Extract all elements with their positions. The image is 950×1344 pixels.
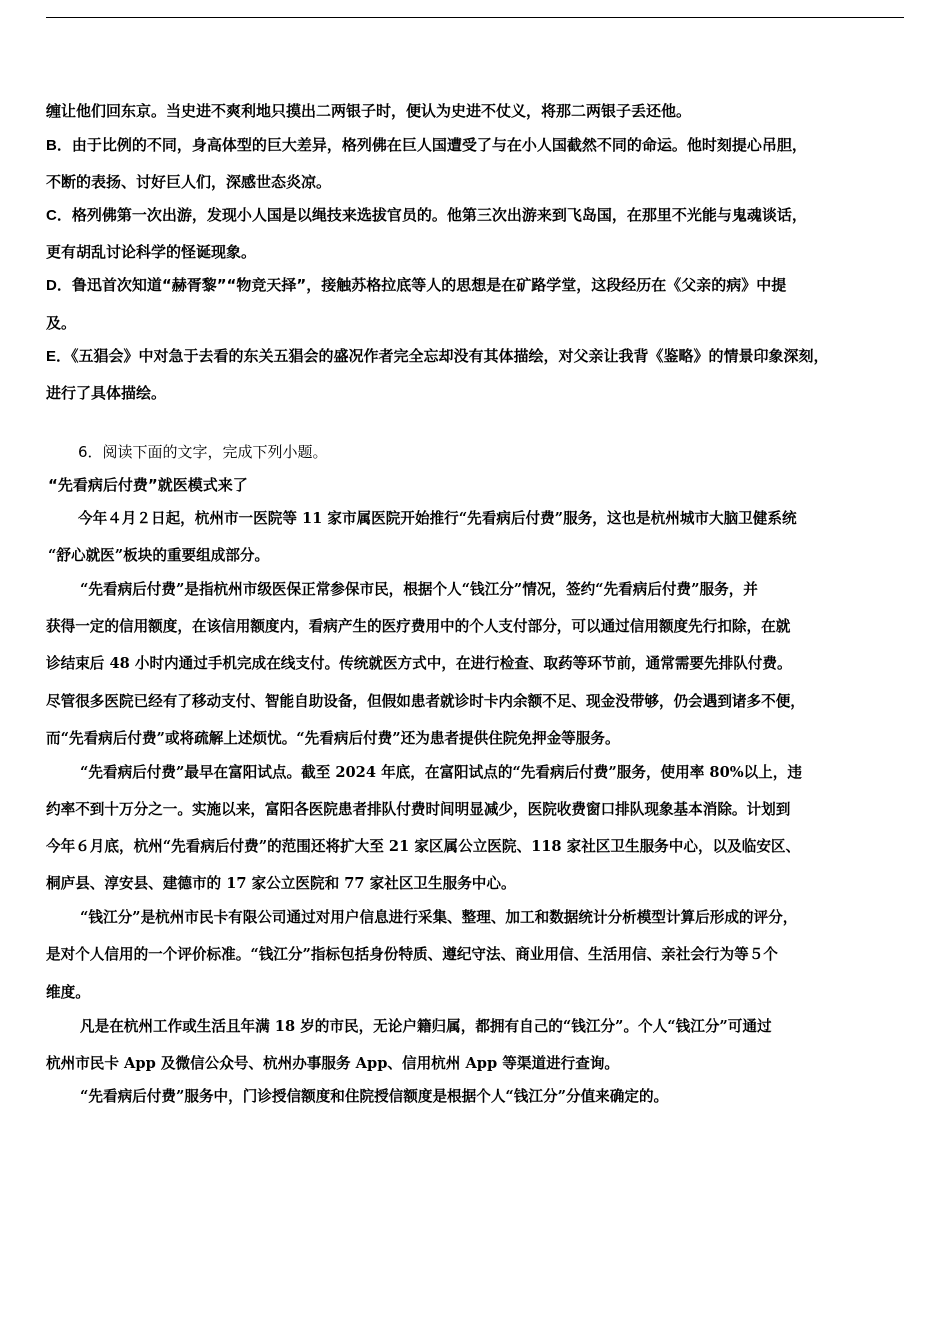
article-line-15: 凡是在杭州工作或生活且年满 18 岁的市民，无论户籍归属，都拥有自己的“钱江分”。个人“钱江分”可通过 bbox=[80, 1018, 772, 1035]
article-line-9: 约率不到十万分之一。实施以来，富阳各医院患者排队付费时间明显减少，医院收费窗口排队现象基本消除。计划到 bbox=[46, 801, 791, 818]
article-line-8: “先看病后付费”最早在富阳试点。截至 2024 年底，在富阳试点的“先看病后付费”服务，使用率 80%以上，违 bbox=[80, 764, 802, 781]
option-e-line-2: 进行了具体描绘。 bbox=[46, 384, 167, 402]
header-rule bbox=[46, 17, 904, 18]
article-line-4: 获得一定的信用额度，在该信用额度内，看病产生的医疗费用中的个人支付部分，可以通过信用额度先行扣除，在就 bbox=[46, 618, 791, 635]
article-line-5: 诊结束后 48 小时内通过手机完成在线支付。传统就医方式中，在进行检查、取药等环节前，通常需要先排队付费。 bbox=[46, 655, 792, 672]
article-line-6: 尽管很多医院已经有了移动支付、智能自助设备，但假如患者就诊时卡内余额不足、现金没带够，仍会遇到诸多不便， bbox=[46, 693, 805, 710]
article-line-13: 是对个人信用的一个评价标准。“钱江分”指标包括身份特质、遵纪守法、商业用信、生活用信、亲社会行为等５个 bbox=[46, 946, 778, 963]
article-line-1: 今年４月２日起，杭州市一医院等 11 家市属医院开始推行“先看病后付费”服务，这也是杭州城市大脑卫健系统 bbox=[78, 510, 797, 527]
question-6-prompt: 6．阅读下面的文字，完成下列小题。 bbox=[78, 443, 328, 461]
option-d-text: 鲁迅首次知道“赫胥黎”“物竞天择”，接触苏格拉底等人的思想是在矿路学堂，这段经历在《父亲的病》中提 bbox=[71, 276, 787, 294]
option-c-label: C． bbox=[46, 207, 72, 224]
option-e-label: E． bbox=[46, 348, 72, 365]
option-b-text: 由于比例的不同，身高体型的巨大差异，格列佛在巨人国遭受了与在小人国截然不同的命运。他时刻提心吊胆， bbox=[71, 136, 807, 154]
article-line-16: 杭州市民卡 App 及微信公众号、杭州办事服务 App、信用杭州 App 等渠道进行查询。 bbox=[46, 1055, 620, 1072]
option-d-line-2: 及。 bbox=[46, 314, 77, 332]
article-line-14: 维度。 bbox=[46, 984, 90, 1001]
option-d-label: D． bbox=[46, 277, 72, 294]
option-b-line-2: 不断的表扬、讨好巨人们，深感世态炎凉。 bbox=[46, 173, 332, 191]
option-e-text: 《五猖会》中对急于去看的东关五猖会的盛况作者完全忘却没有其体描绘，对父亲让我背《鉴略》的情景印象深刻， bbox=[71, 347, 829, 365]
option-b-line-1 bbox=[46, 135, 807, 156]
option-c-text: 格列佛第一次出游，发现小人国是以绳技来选拔官员的。他第三次出游来到飞岛国，在那里不光能与鬼魂谈话， bbox=[71, 206, 807, 224]
option-c-line-1 bbox=[46, 205, 807, 226]
article-line-11: 桐庐县、淳安县、建德市的 17 家公立医院和 77 家社区卫生服务中心。 bbox=[46, 875, 516, 892]
option-d-line-1 bbox=[46, 275, 786, 296]
article-line-7: 而“先看病后付费”或将疏解上述烦忧。“先看病后付费”还为患者提供住院免押金等服务。 bbox=[46, 730, 620, 747]
article-line-2: “舒心就医”板块的重要组成部分。 bbox=[48, 547, 270, 564]
article-line-17: “先看病后付费”服务中，门诊授信额度和住院授信额度是根据个人“钱江分”分值来确定的。 bbox=[80, 1088, 669, 1105]
option-e-line-1 bbox=[46, 346, 829, 367]
article-title: “先看病后付费”就医模式来了 bbox=[48, 476, 248, 494]
option-c-line-2: 更有胡乱讨论科学的怪诞现象。 bbox=[46, 243, 257, 261]
article-line-10: 今年６月底，杭州“先看病后付费”的范围还将扩大至 21 家区属公立医院、118 家社区卫生服务中心，以及临安区、 bbox=[46, 838, 801, 855]
article-line-3: “先看病后付费”是指杭州市级医保正常参保市民，根据个人“钱江分”情况，签约“先看病后付费”服务，并 bbox=[80, 581, 758, 598]
option-a-continuation: 缠让他们回东京。当史进不爽利地只摸出二两银子时，便认为史进不仗义，将那二两银子丢还他。 bbox=[46, 102, 692, 120]
article-line-12: “钱江分”是杭州市民卡有限公司通过对用户信息进行采集、整理、加工和数据统计分析模型计算后形成的评分， bbox=[80, 909, 798, 926]
option-b-label: B． bbox=[46, 137, 72, 154]
